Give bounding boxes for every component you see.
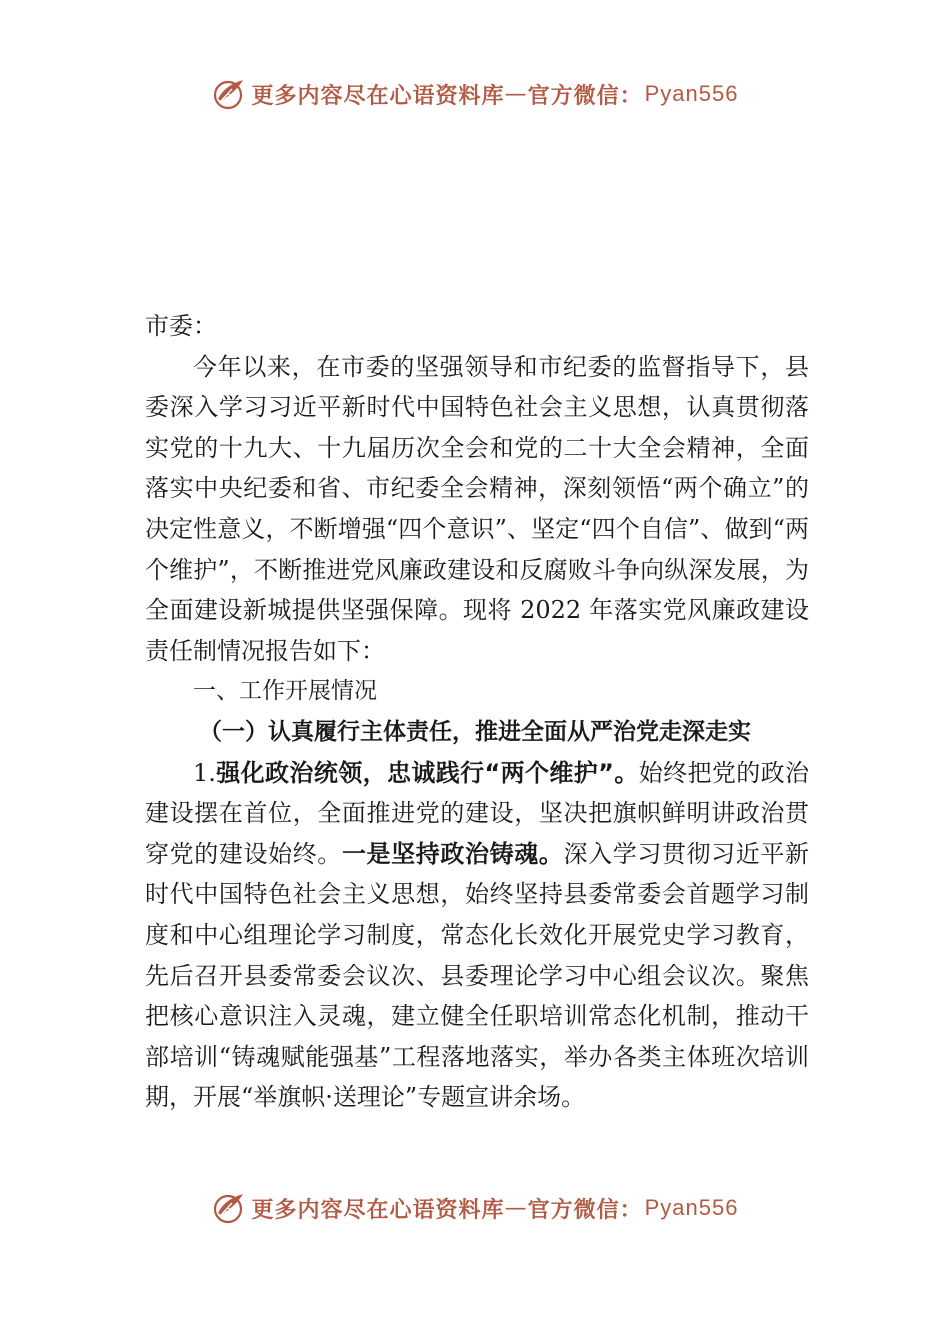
watermark-separator: —	[504, 81, 528, 107]
watermark-contact-label: 官方微信：	[527, 1196, 643, 1223]
watermark-banner-top	[0, 72, 950, 116]
item-text-a: 始终把党的政治建设摆在首位，全面推进党的建设，坚决把旗帜鲜明讲政治贯穿党的建设始终。	[145, 758, 810, 868]
document-body	[145, 306, 809, 1118]
item-title: 强化政治统领，忠诚践行“两个维护”。	[215, 758, 639, 787]
watermark-wechat-id: Pyan556	[644, 1195, 739, 1220]
feather-pen-logo-icon	[212, 77, 246, 111]
watermark-wechat-id: Pyan556	[644, 81, 739, 106]
subsection-heading: （一）认真履行主体责任，推进全面从严治党走深走实	[199, 718, 751, 745]
intro-paragraph: 今年以来，在市委的坚强领导和市纪委的监督指导下，县委深入学习习近平新时代中国特色社会主义思想，认真贯彻落实党的十九大、十九届历次全会和党的二十大全会精神，全面落实中央纪委和省、市纪委全会精神，深刻领悟“两个确立”的决定性意义，不断增强“四个意识”、坚定“四个自信”、做到“两个维护”，不断推进党风廉政建设和反腐败斗争向纵深发展，为全面建设新城提供坚强保障。现将 2022 年落实党风廉政建设责任制情况报告如下：	[145, 352, 809, 665]
watermark-brand: 更多内容尽在心语资料库	[251, 82, 505, 109]
item-paragraph	[145, 753, 809, 1118]
watermark-banner-bottom	[0, 1186, 950, 1230]
feather-pen-logo-icon	[212, 1191, 246, 1225]
item-number: 1.	[193, 758, 216, 787]
section-heading: 一、工作开展情况	[193, 678, 377, 705]
item-text-b: 深入学习贯彻习近平新时代中国特色社会主义思想，始终坚持县委常委会首题学习制度和中心组理论学习制度，常态化长效化开展党史学习教育，先后召开县委常委会议次、县委理论学习中心组会议次。聚焦把核心意识注入灵魂，建立健全任职培训常态化机制，推动干部培训“铸魂赋能强基”工程落地落实，举办各类主体班次培训期，开展“举旗帜·送理论”专题宣讲余场。	[145, 839, 810, 1112]
salutation: 市委：	[145, 312, 217, 340]
watermark-brand: 更多内容尽在心语资料库	[251, 1196, 505, 1223]
watermark-separator: —	[504, 1195, 528, 1221]
watermark-contact-label: 官方微信：	[527, 82, 643, 109]
point-title: 一是坚持政治铸魂。	[341, 839, 564, 868]
